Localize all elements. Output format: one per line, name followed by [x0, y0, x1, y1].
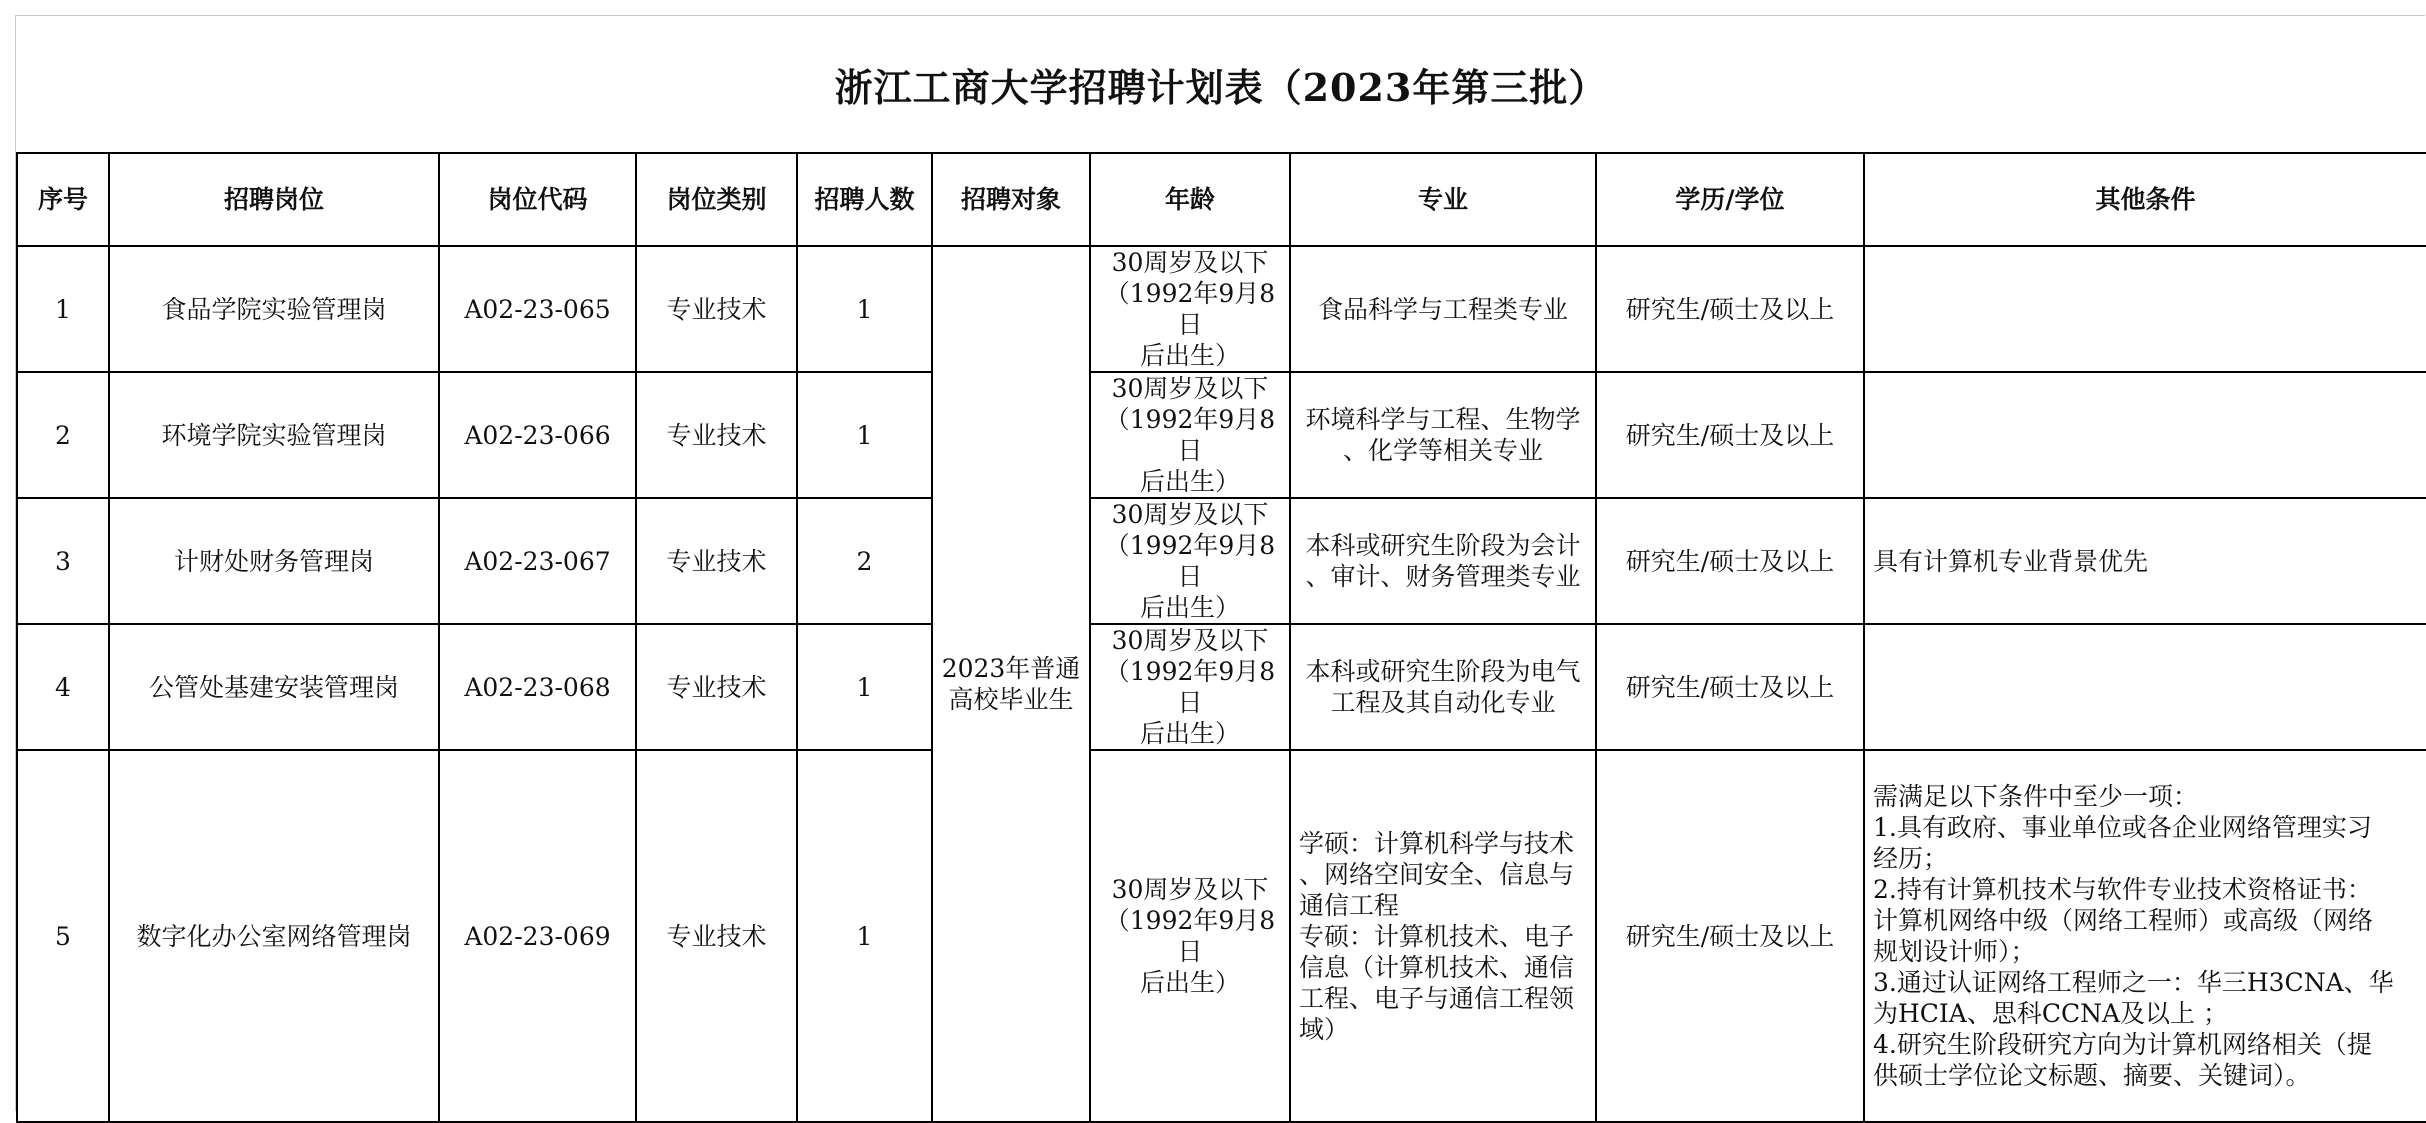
cell-code: A02-23-067 — [439, 498, 636, 624]
table-row — [17, 498, 2426, 624]
cell-position: 环境学院实验管理岗 — [109, 372, 439, 498]
header-cell-position: 招聘岗位 — [109, 153, 439, 246]
cell-major: 本科或研究生阶段为电气 工程及其自动化专业 — [1290, 624, 1596, 750]
header-cell-code: 岗位代码 — [439, 153, 636, 246]
cell-no: 4 — [17, 624, 109, 750]
table-row — [17, 372, 2426, 498]
cell-code: A02-23-066 — [439, 372, 636, 498]
cell-degree: 研究生/硕士及以上 — [1596, 498, 1864, 624]
recruitment-table — [16, 152, 2426, 1123]
cell-other: 具有计算机专业背景优先 — [1864, 498, 2426, 624]
header-cell-category: 岗位类别 — [636, 153, 797, 246]
spreadsheet — [15, 15, 2425, 1111]
header-cell-other: 其他条件 — [1864, 153, 2426, 246]
cell-age: 30周岁及以下 （1992年9月8日 后出生） — [1090, 372, 1290, 498]
cell-other — [1864, 624, 2426, 750]
cell-major: 学硕：计算机科学与技术 、网络空间安全、信息与 通信工程 专硕：计算机技术、电子 信息（计算机技术、通信 工程、电子与通信工程领 域） — [1290, 750, 1596, 1122]
cell-position: 计财处财务管理岗 — [109, 498, 439, 624]
cell-position: 公管处基建安装管理岗 — [109, 624, 439, 750]
header-cell-degree: 学历/学位 — [1596, 153, 1864, 246]
cell-other — [1864, 246, 2426, 372]
cell-age: 30周岁及以下 （1992年9月8日 后出生） — [1090, 246, 1290, 372]
cell-degree: 研究生/硕士及以上 — [1596, 372, 1864, 498]
table-row — [17, 750, 2426, 1122]
cell-code: A02-23-068 — [439, 624, 636, 750]
header-row — [17, 153, 2426, 246]
page-title: 浙江工商大学招聘计划表（2023年第三批） — [834, 64, 1608, 110]
cell-major: 环境科学与工程、生物学 、化学等相关专业 — [1290, 372, 1596, 498]
cell-category: 专业技术 — [636, 750, 797, 1122]
table-row — [17, 624, 2426, 750]
cell-no: 2 — [17, 372, 109, 498]
cell-degree: 研究生/硕士及以上 — [1596, 750, 1864, 1122]
cell-major: 食品科学与工程类专业 — [1290, 246, 1596, 372]
cell-code: A02-23-069 — [439, 750, 636, 1122]
cell-age: 30周岁及以下 （1992年9月8日 后出生） — [1090, 750, 1290, 1122]
header-cell-target: 招聘对象 — [932, 153, 1090, 246]
header-cell-count: 招聘人数 — [797, 153, 932, 246]
cell-degree: 研究生/硕士及以上 — [1596, 624, 1864, 750]
cell-category: 专业技术 — [636, 624, 797, 750]
cell-category: 专业技术 — [636, 246, 797, 372]
cell-target: 2023年普通 高校毕业生 — [932, 246, 1090, 1122]
header-cell-age: 年龄 — [1090, 153, 1290, 246]
cell-code: A02-23-065 — [439, 246, 636, 372]
cell-degree: 研究生/硕士及以上 — [1596, 246, 1864, 372]
cell-no: 3 — [17, 498, 109, 624]
cell-category: 专业技术 — [636, 372, 797, 498]
cell-other — [1864, 372, 2426, 498]
cell-count: 1 — [797, 624, 932, 750]
cell-count: 1 — [797, 372, 932, 498]
cell-no: 1 — [17, 246, 109, 372]
cell-age: 30周岁及以下 （1992年9月8日 后出生） — [1090, 498, 1290, 624]
cell-count: 2 — [797, 498, 932, 624]
cell-no: 5 — [17, 750, 109, 1122]
cell-count: 1 — [797, 246, 932, 372]
cell-category: 专业技术 — [636, 498, 797, 624]
cell-position: 数字化办公室网络管理岗 — [109, 750, 439, 1122]
cell-other: 需满足以下条件中至少一项： 1.具有政府、事业单位或各企业网络管理实习 经历； 2.持有计算机技术与软件专业技术资格证书： 计算机网络中级（网络工程师）或高级（网络 规划设计师）； 3.通过认证网络工程师之一：华三H3CNA、华 为HCIA、思科CCNA及以上 ； 4.研究生阶段研究方向为计算机网络相关（提 供硕士学位论文标题、摘要、关键词）。 — [1864, 750, 2426, 1122]
table-row — [17, 246, 2426, 372]
header-cell-major: 专业 — [1290, 153, 1596, 246]
cell-major: 本科或研究生阶段为会计 、审计、财务管理类专业 — [1290, 498, 1596, 624]
cell-age: 30周岁及以下 （1992年9月8日 后出生） — [1090, 624, 1290, 750]
cell-position: 食品学院实验管理岗 — [109, 246, 439, 372]
cell-count: 1 — [797, 750, 932, 1122]
header-cell-no: 序号 — [17, 153, 109, 246]
